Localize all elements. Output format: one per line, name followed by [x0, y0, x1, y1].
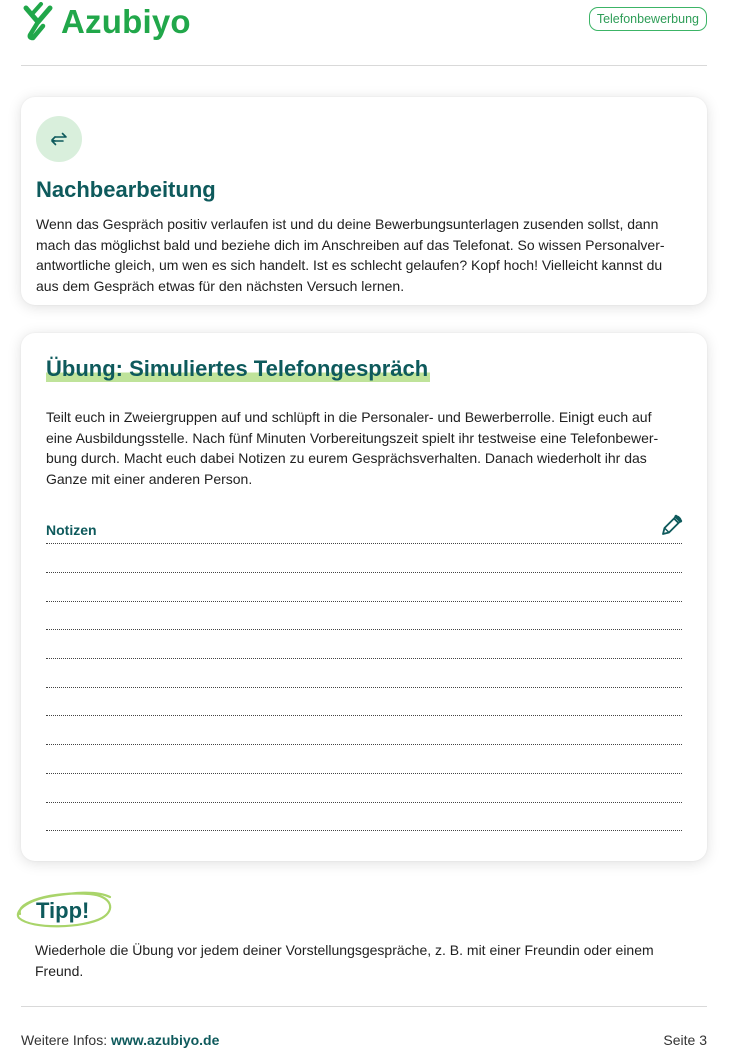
note-line[interactable]: [46, 744, 682, 745]
body-line: eine Ausbildungsstelle. Nach fünf Minuten Vorbereitungszeit spielt ihr testweise eine Telefonbewer-: [46, 429, 659, 446]
tip-heading: [12, 888, 114, 930]
body-line: Teilt euch in Zweiergruppen auf und schlüpft in die Personaler- und Bewerberrolle. Einigt euch auf: [46, 409, 652, 425]
footer-info: [21, 1032, 219, 1048]
footer-info-prefix: Weitere Infos:: [21, 1032, 108, 1048]
note-line[interactable]: [46, 715, 682, 716]
section-body: [36, 214, 676, 296]
section-icon-circle: [36, 116, 82, 162]
topic-badge: Telefonbewerbung: [589, 7, 707, 31]
body-line: antwortliche gleich, um wen es sich handelt. Ist es schlecht gelaufen? Kopf hoch! Vielleicht kannst du: [36, 257, 663, 273]
exercise-card: [21, 333, 707, 861]
body-line: bung durch. Macht euch dabei Notizen zu eurem Gesprächsverhalten. Danach wiederholt ihr das: [46, 450, 647, 466]
page-number: Seite 3: [663, 1032, 707, 1048]
page-footer: [21, 1006, 707, 1048]
page-header: [21, 0, 707, 66]
note-line[interactable]: [46, 601, 682, 602]
section-title: Nachbearbeitung: [36, 177, 216, 202]
brand-name: Azubiyo: [61, 3, 191, 40]
follow-up-card: [21, 97, 707, 305]
pencil-icon: [659, 514, 683, 538]
note-line[interactable]: [46, 830, 682, 831]
azubiyo-logo-icon: [21, 2, 55, 42]
website-link[interactable]: www.azubiyo.de: [111, 1032, 220, 1048]
tip-body: [35, 940, 685, 981]
body-line: Ganze mit einer anderen Person.: [46, 470, 253, 487]
note-line[interactable]: [46, 658, 682, 659]
body-line: Freund.: [35, 962, 84, 979]
body-line: Wiederhole die Übung vor jedem deiner Vorstellungsgespräche, z. B. mit einer Freundin oder einem: [35, 942, 654, 958]
note-line[interactable]: [46, 629, 682, 630]
tip-title: Tipp!: [36, 898, 90, 923]
swap-arrows-icon: [48, 128, 70, 150]
body-line: mach das möglichst bald und beziehe dich im Anschreiben auf das Telefonat. So wissen Personalver-: [36, 236, 665, 253]
body-line: aus dem Gespräch etwas für den nächsten Versuch lernen.: [36, 277, 405, 294]
exercise-title: Übung: Simuliertes Telefongespräch: [46, 354, 430, 384]
brand-logo[interactable]: [21, 2, 191, 42]
note-line[interactable]: [46, 572, 682, 573]
notes-label: Notizen: [46, 522, 97, 538]
exercise-body: [46, 407, 676, 489]
note-line[interactable]: [46, 773, 682, 774]
note-line[interactable]: [46, 543, 682, 544]
note-line[interactable]: [46, 802, 682, 803]
body-line: Wenn das Gespräch positiv verlaufen ist und du deine Bewerbungsunterlagen zusenden sollst, dann: [36, 216, 659, 232]
note-line[interactable]: [46, 687, 682, 688]
